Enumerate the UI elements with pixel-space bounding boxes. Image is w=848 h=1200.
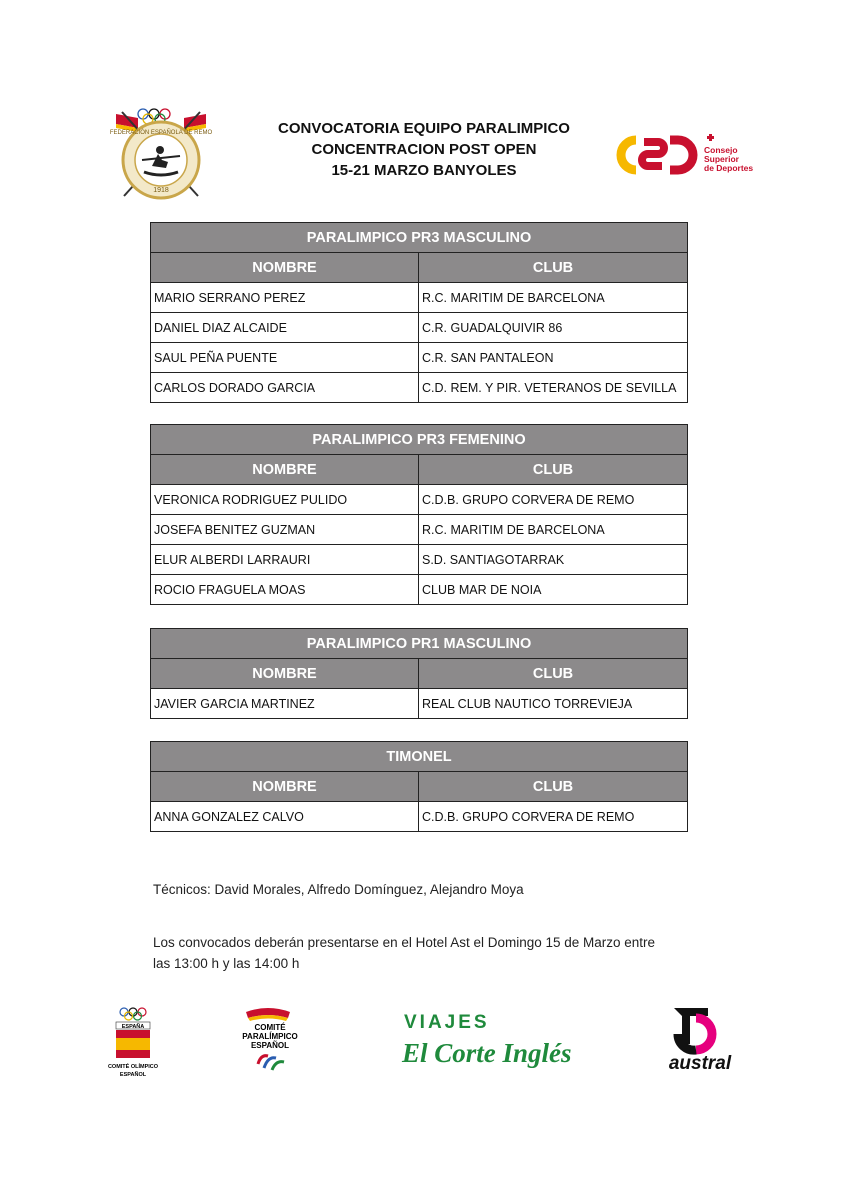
- page-title: [220, 118, 628, 181]
- athlete-name: MARIO SERRANO PEREZ: [151, 283, 419, 313]
- title-line-2: CONCENTRACION POST OPEN: [311, 141, 537, 158]
- athlete-club: REAL CLUB NAUTICO TORREVIEJA: [419, 689, 688, 719]
- csd-line-1: Consejo: [704, 145, 738, 155]
- table-row: [151, 545, 688, 575]
- title-line-3: 15-21 MARZO BANYOLES: [331, 162, 517, 179]
- coe-logo: [104, 1006, 170, 1080]
- column-header-club: CLUB: [419, 659, 688, 689]
- roster-table-pr1-masculino: [150, 628, 688, 719]
- athlete-name: CARLOS DORADO GARCIA: [151, 373, 419, 403]
- athlete-club: C.R. SAN PANTALEON: [419, 343, 688, 373]
- athlete-name: DANIEL DIAZ ALCAIDE: [151, 313, 419, 343]
- el-corte-ingles-logo: [398, 1010, 580, 1070]
- athlete-club: C.D. REM. Y PIR. VETERANOS DE SEVILLA: [419, 373, 688, 403]
- athlete-club: C.D.B. GRUPO CORVERA DE REMO: [419, 802, 688, 832]
- group-title: PARALIMPICO PR3 FEMENINO: [151, 425, 688, 455]
- table-row: [151, 283, 688, 313]
- athlete-club: C.R. GUADALQUIVIR 86: [419, 313, 688, 343]
- group-title: TIMONEL: [151, 742, 688, 772]
- arrival-note-line-1: Los convocados deberán presentarse en el Hotel Ast el Domingo 15 de Marzo entre: [153, 935, 656, 950]
- group-title: PARALIMPICO PR1 MASCULINO: [151, 629, 688, 659]
- table-row: [151, 343, 688, 373]
- column-header-name: NOMBRE: [151, 659, 419, 689]
- group-title: PARALIMPICO PR3 MASCULINO: [151, 223, 688, 253]
- federation-year: 1918: [153, 187, 169, 194]
- athlete-name: ANNA GONZALEZ CALVO: [151, 802, 419, 832]
- csd-line-3: de Deportes: [704, 163, 754, 173]
- athlete-club: R.C. MARITIM DE BARCELONA: [419, 283, 688, 313]
- technicians-note: Técnicos: David Morales, Alfredo Domínguez, Alejandro Moya: [153, 882, 524, 897]
- athlete-name: VERONICA RODRIGUEZ PULIDO: [151, 485, 419, 515]
- athlete-club: C.D.B. GRUPO CORVERA DE REMO: [419, 485, 688, 515]
- table-row: [151, 802, 688, 832]
- athlete-name: SAUL PEÑA PUENTE: [151, 343, 419, 373]
- coe-top-text: ESPAÑA: [121, 1024, 145, 1030]
- arrival-note-line-2: las 13:00 h y las 14:00 h: [153, 956, 300, 971]
- austral-brand-text: austral: [668, 1053, 732, 1072]
- athlete-club: R.C. MARITIM DE BARCELONA: [419, 515, 688, 545]
- column-header-name: NOMBRE: [151, 772, 419, 802]
- table-row: [151, 313, 688, 343]
- table-row: [151, 485, 688, 515]
- federation-ring-text: FEDERACIÓN ESPAÑOLA DE REMO: [109, 130, 213, 136]
- cpe-line-3: ESPAÑOL: [250, 1041, 290, 1050]
- athlete-name: ROCIO FRAGUELA MOAS: [151, 575, 419, 605]
- roster-table-pr3-masculino: [150, 222, 688, 403]
- title-line-1: CONVOCATORIA EQUIPO PARALIMPICO: [278, 120, 570, 137]
- austral-logo: [652, 1004, 748, 1072]
- coe-line-2: ESPAÑOL: [119, 1072, 147, 1078]
- csd-line-2: Superior: [704, 154, 739, 164]
- athlete-name: JAVIER GARCIA MARTINEZ: [151, 689, 419, 719]
- table-row: [151, 373, 688, 403]
- federation-logo: [108, 104, 214, 202]
- athlete-club: S.D. SANTIAGOTARRAK: [419, 545, 688, 575]
- column-header-name: NOMBRE: [151, 455, 419, 485]
- table-row: [151, 689, 688, 719]
- column-header-club: CLUB: [419, 253, 688, 283]
- athlete-name: JOSEFA BENITEZ GUZMAN: [151, 515, 419, 545]
- column-header-club: CLUB: [419, 455, 688, 485]
- coe-line-1: COMITÉ OLÍMPICO: [107, 1064, 159, 1070]
- roster-table-timonel: [150, 741, 688, 832]
- eci-top-text: VIAJES: [404, 1012, 490, 1033]
- cpe-logo: [228, 1006, 312, 1076]
- column-header-club: CLUB: [419, 772, 688, 802]
- table-row: [151, 575, 688, 605]
- column-header-name: NOMBRE: [151, 253, 419, 283]
- eci-brand-text: El Corte Inglés: [402, 1038, 572, 1068]
- cpe-line-2: PARALÍMPICO: [242, 1032, 298, 1041]
- athlete-name: ELUR ALBERDI LARRAURI: [151, 545, 419, 575]
- table-row: [151, 515, 688, 545]
- csd-logo: [614, 132, 754, 178]
- athlete-club: CLUB MAR DE NOIA: [419, 575, 688, 605]
- cpe-line-1: COMITÉ: [254, 1023, 286, 1032]
- roster-table-pr3-femenino: [150, 424, 688, 605]
